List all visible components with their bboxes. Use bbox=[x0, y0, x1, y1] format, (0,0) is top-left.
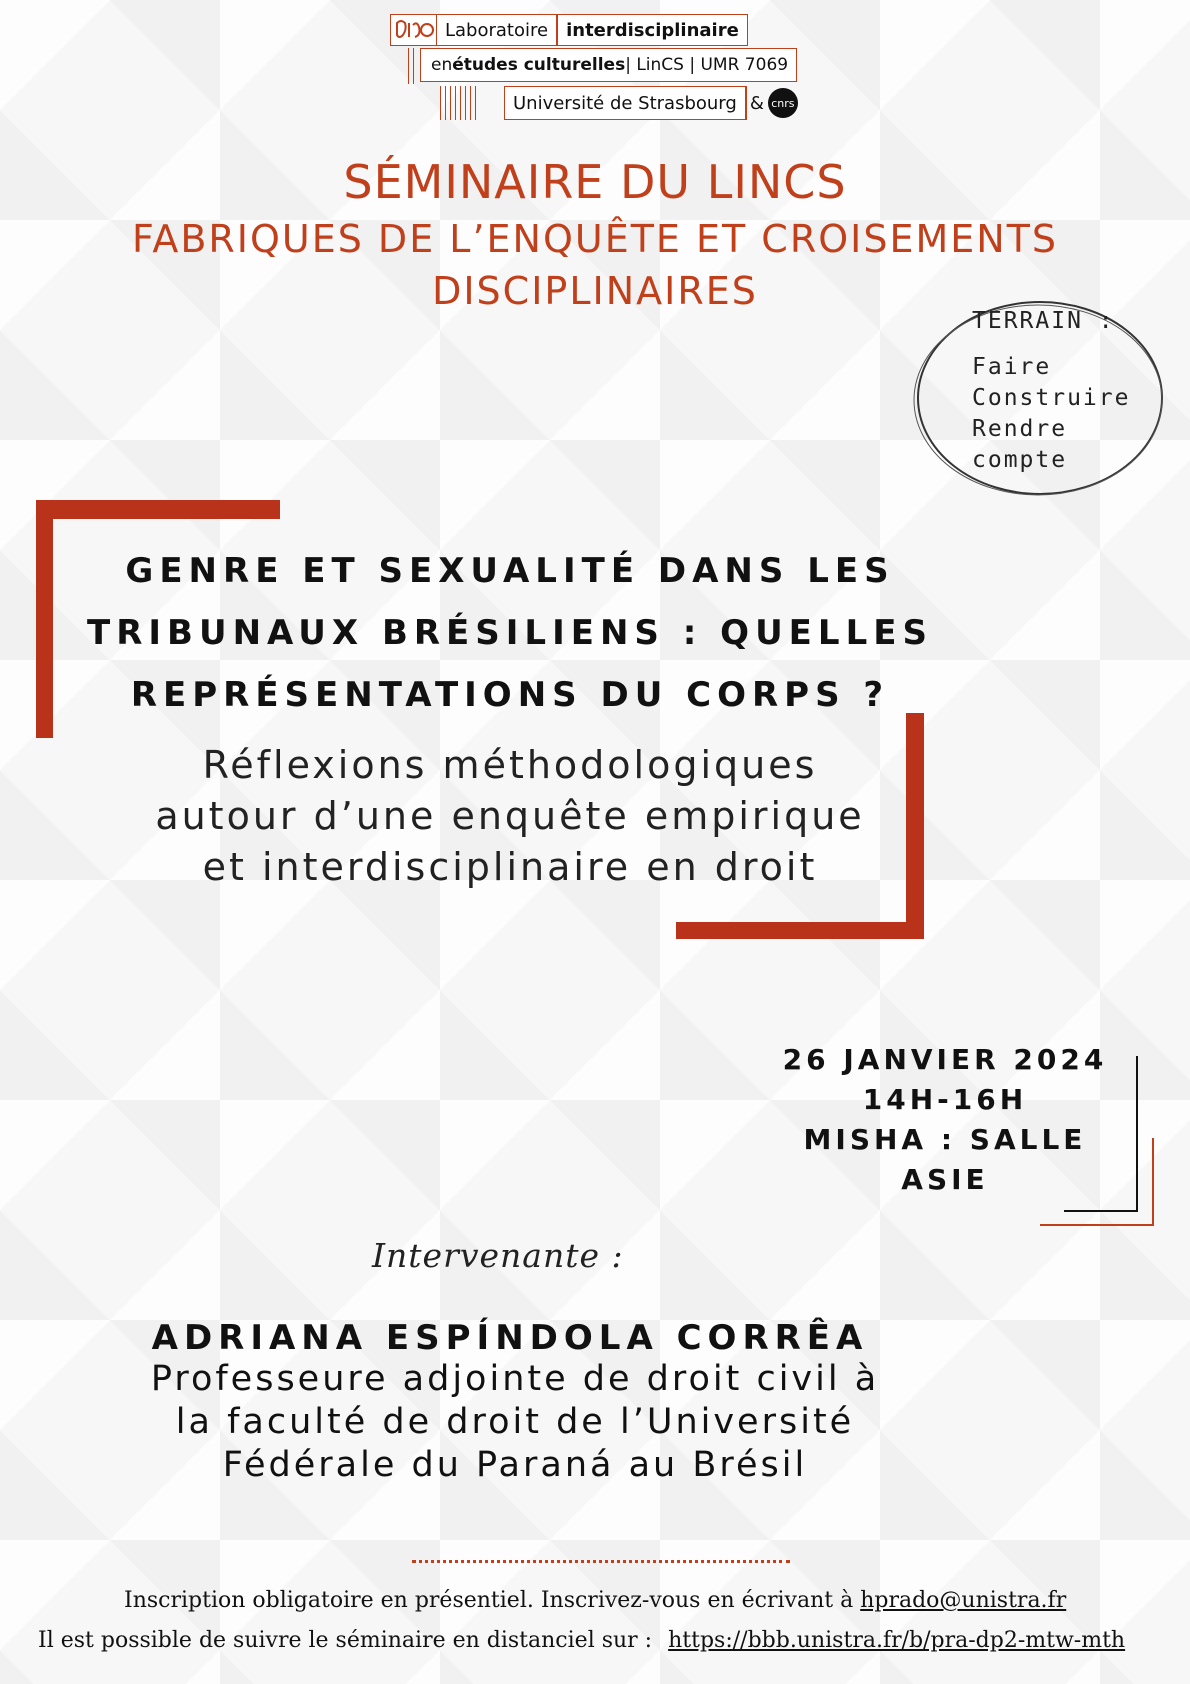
event-place-line2: ASIE bbox=[901, 1163, 989, 1196]
terrain-label: TERRAIN : bbox=[972, 308, 1115, 334]
email-link[interactable]: hprado@unistra.fr bbox=[860, 1588, 1067, 1613]
logo-bar-right bbox=[746, 86, 747, 120]
date-bracket-black-vertical bbox=[1136, 1056, 1138, 1212]
speaker-desc-line1: Professeure adjointe de droit civil à bbox=[150, 1359, 880, 1399]
date-bracket-red-horizontal bbox=[1040, 1224, 1154, 1226]
event-date: 26 JANVIER 2024 bbox=[782, 1043, 1108, 1076]
event-place-line1: MISHA : SALLE bbox=[803, 1123, 1087, 1156]
footer-remote-text: Il est possible de suivre le séminaire en distanciel sur : bbox=[38, 1628, 653, 1653]
cnrs-logo: cnrs bbox=[768, 88, 798, 118]
talk-subtitle-line1: Réflexions méthodologiques bbox=[202, 743, 818, 787]
speaker-description bbox=[20, 1358, 1010, 1487]
talk-subtitle-line2: autour d’une enquête empirique bbox=[155, 794, 865, 838]
speaker-name: ADRIANA ESPÍNDOLA CORRÊA bbox=[151, 1318, 869, 1358]
event-info bbox=[760, 1040, 1130, 1200]
logo-bars-lower bbox=[440, 86, 476, 120]
logo-ampersand: & bbox=[749, 92, 764, 114]
speaker-label: Intervenante : bbox=[372, 1236, 624, 1275]
talk-title-line2: TRIBUNAUX BRÉSILIENS : QUELLES bbox=[87, 613, 933, 653]
event-time: 14H-16H bbox=[862, 1083, 1028, 1116]
logo-etudes-culturelles: en études culturelles | LinCS | UMR 7069 bbox=[420, 48, 797, 82]
speaker-desc-line2: la faculté de droit de l’Université bbox=[175, 1402, 855, 1442]
bracket-bottom-right-horizontal bbox=[676, 922, 924, 939]
terrain-item: compte bbox=[972, 447, 1068, 473]
terrain-item: Construire bbox=[972, 385, 1131, 411]
talk-title bbox=[40, 540, 980, 726]
dotted-divider bbox=[412, 1560, 790, 1563]
talk-subtitle bbox=[70, 740, 950, 893]
seminar-title: SÉMINAIRE DU LINCS bbox=[343, 155, 847, 209]
talk-title-line1: GENRE ET SEXUALITÉ DANS LES bbox=[125, 551, 895, 591]
logo-bars bbox=[408, 48, 414, 120]
seminar-subtitle-line1: FABRIQUES DE L’ENQUÊTE ET CROISEMENTS bbox=[131, 217, 1059, 261]
seminar-subtitle-line2: DISCIPLINAIRES bbox=[432, 269, 758, 313]
terrain-item: Rendre bbox=[972, 416, 1068, 442]
terrain-list bbox=[972, 352, 1130, 476]
footer-registration bbox=[124, 1588, 1066, 1613]
footer-registration-text: Inscription obligatoire en présentiel. Inscrivez-vous en écrivant à bbox=[124, 1588, 861, 1613]
date-bracket-black-horizontal bbox=[1064, 1210, 1138, 1212]
logo-universite: Université de Strasbourg bbox=[504, 86, 746, 120]
speaker-desc-line3: Fédérale du Paraná au Brésil bbox=[222, 1445, 808, 1485]
terrain-item: Faire bbox=[972, 354, 1052, 380]
bbb-url-link[interactable]: https://bbb.unistra.fr/b/pra-dp2-mtw-mth bbox=[668, 1628, 1126, 1653]
talk-title-line3: REPRÉSENTATIONS DU CORPS ? bbox=[130, 675, 890, 715]
date-bracket-red-vertical bbox=[1152, 1138, 1154, 1226]
logo-interdisciplinaire: interdisciplinaire bbox=[557, 14, 748, 46]
footer-remote bbox=[38, 1628, 1125, 1653]
logo-laboratoire: Laboratoire bbox=[436, 14, 557, 46]
talk-subtitle-line3: et interdisciplinaire en droit bbox=[202, 845, 818, 889]
lincs-emblem-icon bbox=[390, 14, 438, 46]
bracket-top-left-horizontal bbox=[36, 500, 280, 519]
